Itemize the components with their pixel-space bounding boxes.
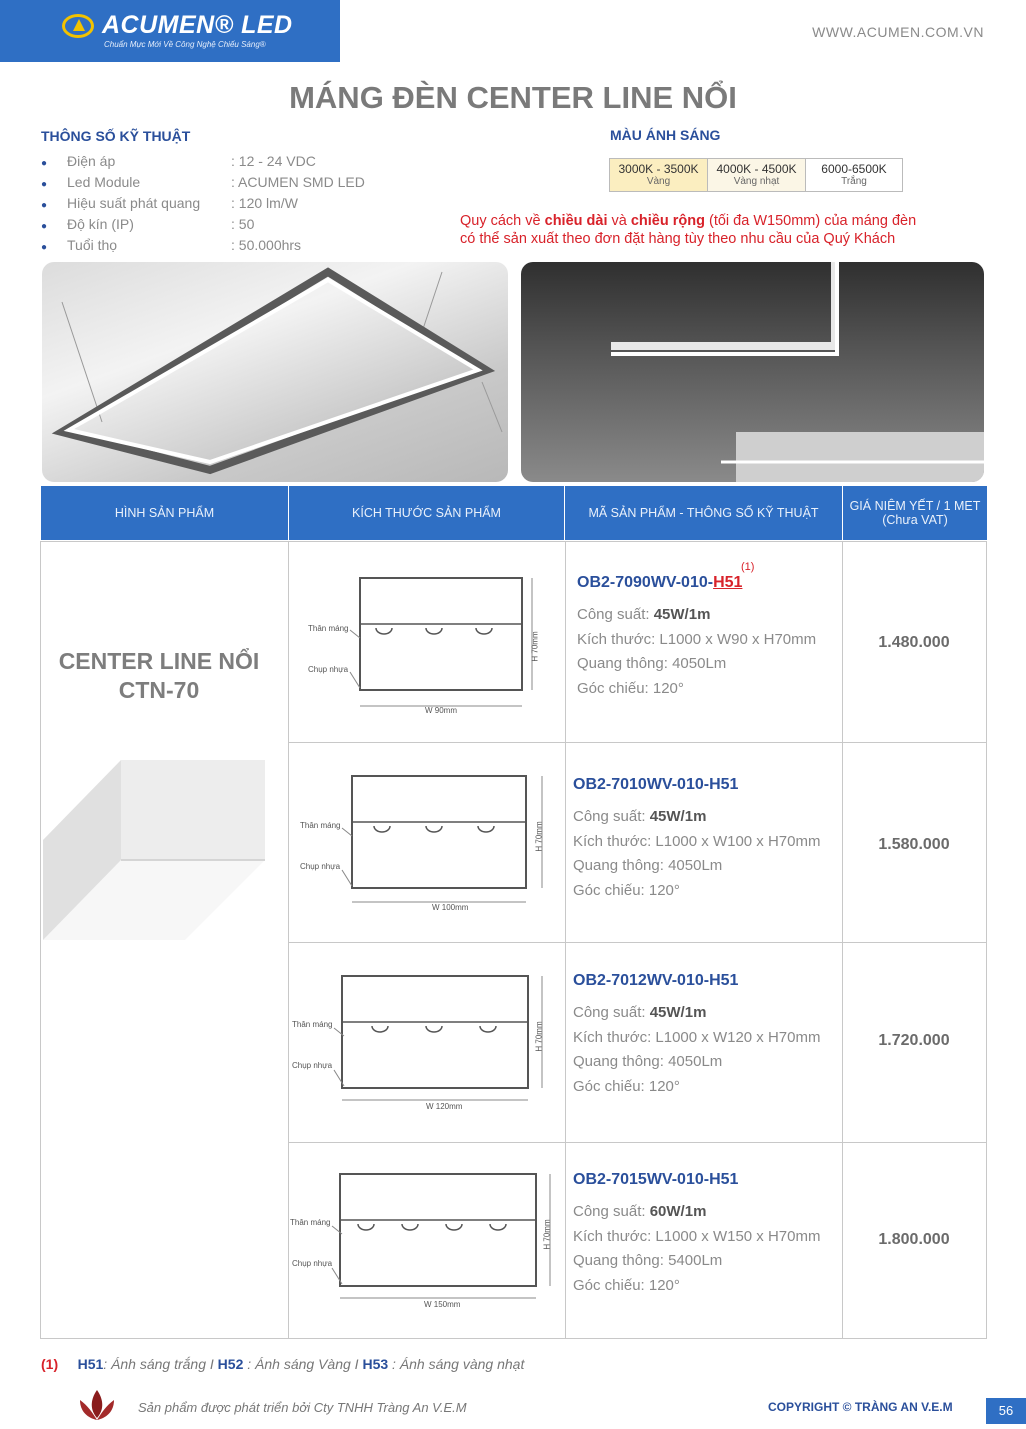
installation-photo-rectangle [42,262,508,482]
power-value: 60W/1m [649,1203,707,1220]
angle-value: 120° [648,881,680,899]
product-specs [573,1200,820,1298]
product-code[interactable]: OB2-7012WV-010-H51 [573,972,739,989]
price-value: 1.480.000 [878,634,950,651]
note-text: (tối đa W150mm) của máng đèn [704,213,917,229]
spec-value: : 50 [231,216,255,232]
brand-tagline: Chuẩn Mực Mới Về Công Nghệ Chiếu Sáng® [104,40,266,49]
row-divider [288,942,987,943]
corridor-light-illustration [521,262,984,482]
installation-photo-corridor [521,262,984,482]
swatch-warm [610,159,708,191]
product-model: CTN-70 [118,677,200,703]
angle-value: 120° [652,679,684,697]
size-label: Kích thước: [573,832,656,850]
size-value: L1000 x W120 x H70mm [655,1028,821,1046]
footnote-text: : Ánh sáng Vàng I [243,1356,363,1372]
spec-row [41,151,365,172]
note-text: Quy cách về [460,213,545,229]
label-width: W 120mm [426,1102,463,1111]
swatch-kelvin: 4000K - 4500K [716,162,797,176]
row-divider [288,742,987,743]
spec-row [41,172,365,193]
footnote-marker: (1) [741,561,755,573]
note-bold: chiều rộng [630,213,705,229]
row-divider [288,1142,987,1143]
footnote-mark: (1) [41,1356,59,1372]
lotus-shape [72,1386,122,1424]
swatch-neutral [708,159,806,191]
label-height: H 70mm [534,1021,544,1052]
bullet-icon: ● [41,158,48,169]
lotus-logo-icon [72,1386,122,1424]
label-cover: Chụp nhựa [292,1259,333,1268]
size-label: Kích thước: [577,630,660,648]
label-cover: Chụp nhựa [292,1061,333,1070]
code-main: OB2-7090WV-010- [577,574,714,591]
product-photo [43,760,265,942]
spec-value: : 12 - 24 VDC [231,153,316,169]
product-code[interactable] [577,574,742,592]
table-header [41,486,987,540]
acumen-logo-icon [62,14,94,38]
product-specs [573,805,820,903]
note-text: có thể sản xuất theo đơn đặt hàng tùy theo nhu cầu của Quý Khách [460,231,896,247]
bullet-icon: ● [41,242,48,253]
copyright: COPYRIGHT © TRÀNG AN V.E.M [768,1400,953,1414]
power-label: Công suất: [577,606,654,623]
col-header-code-specs: MÃ SẢN PHẨM - THÔNG SỐ KỸ THUẬT [565,486,843,540]
product-series: CENTER LINE NỔI [58,648,260,674]
label-width: W 150mm [424,1300,461,1309]
flux-label: Quang thông: [573,857,669,874]
dimension-diagram-w100 [292,770,552,923]
code-h53: H53 [362,1356,389,1372]
size-value: L1000 x W150 x H70mm [655,1227,821,1245]
spec-label: Hiệu suất phát quang [67,195,201,211]
col-divider [565,541,566,1339]
spec-value: : 120 lm/W [231,195,298,211]
flux-value: 4050Lm [672,655,727,672]
swatch-name: Vàng nhạt [733,176,780,187]
size-label: Kích thước: [573,1227,656,1245]
code-suffix: H51 [713,574,743,591]
specs-list [41,151,365,256]
cross-section-drawing [286,970,556,1118]
swatch-name: Vàng [646,176,671,187]
col-header-price [843,486,987,540]
swatch-white [806,159,902,191]
power-label: Công suất: [573,1004,650,1021]
label-width: W 90mm [425,706,457,715]
label-body: Thân máng [290,1218,331,1227]
col-header-image: HÌNH SẢN PHẨM [41,486,289,540]
light-color-heading: MÀU ÁNH SÁNG [610,127,721,143]
flux-label: Quang thông: [577,655,673,672]
specs-heading: THÔNG SỐ KỸ THUẬT [41,128,191,144]
product-name [40,647,278,705]
product-specs [577,603,816,701]
angle-label: Góc chiếu: [573,881,649,899]
product-code[interactable]: OB2-7010WV-010-H51 [573,776,739,793]
price-value: 1.800.000 [878,1231,950,1248]
power-value: 45W/1m [649,1004,707,1021]
cross-section-drawing [286,1168,561,1316]
label-body: Thân máng [300,821,341,830]
spec-row [41,235,365,256]
flux-value: 5400Lm [668,1252,723,1269]
brand-name: ACUMEN® LED [102,11,293,39]
website-link[interactable]: WWW.ACUMEN.COM.VN [812,24,984,40]
label-height: H 70mm [542,1219,552,1250]
angle-label: Góc chiếu: [573,1077,649,1095]
light-color-swatches [609,158,903,192]
footnote-text: : Ánh sáng trắng I [103,1356,218,1372]
spec-row [41,193,365,214]
flux-value: 4050Lm [668,1053,723,1070]
power-value: 45W/1m [653,606,711,623]
label-width: W 100mm [432,903,469,912]
swatch-kelvin: 6000-6500K [821,162,887,176]
size-value: L1000 x W100 x H70mm [655,832,821,850]
flux-label: Quang thông: [573,1252,669,1269]
bullet-icon: ● [41,179,48,190]
spec-label: Điện áp [67,153,116,169]
spec-value: : 50.000hrs [231,237,302,253]
col-divider [842,541,843,1339]
price-value: 1.720.000 [878,1032,950,1049]
spec-label: Độ kín (IP) [67,216,134,232]
page-title: MÁNG ĐÈN CENTER LINE NỔI [289,80,737,115]
spec-label: Tuổi thọ [67,237,118,253]
custom-size-note [460,212,1000,248]
label-cover: Chụp nhựa [308,665,349,674]
swatch-name: Trắng [841,176,867,187]
label-height: H 70mm [530,631,540,662]
angle-label: Góc chiếu: [577,679,653,697]
angle-value: 120° [648,1077,680,1095]
profile-rendering [43,760,265,942]
power-label: Công suất: [573,1203,650,1220]
rectangle-light-illustration [42,262,508,482]
flux-value: 4050Lm [668,857,723,874]
angle-value: 120° [648,1276,680,1294]
bullet-icon: ● [41,200,48,211]
spec-value: : ACUMEN SMD LED [231,174,365,190]
power-label: Công suất: [573,808,650,825]
page-number: 56 [986,1398,1026,1424]
bullet-icon: ● [41,221,48,232]
note-bold: chiều dài [544,213,608,229]
label-body: Thân máng [292,1020,333,1029]
dimension-diagram-w150 [286,1168,561,1321]
spec-row [41,214,365,235]
price-header-line: GIÁ NIÊM YẾT / 1 MET [849,499,981,513]
dimension-diagram-w90 [300,572,540,725]
price-value: 1.580.000 [878,836,950,853]
label-body: Thân máng [308,624,349,633]
cross-section-drawing [300,572,540,720]
cross-section-drawing [292,770,552,918]
label-cover: Chụp nhựa [300,862,341,871]
size-label: Kích thước: [573,1028,656,1046]
flux-label: Quang thông: [573,1053,669,1070]
note-text: và [607,213,631,229]
code-h51: H51 [77,1356,104,1372]
product-specs [573,1001,820,1099]
angle-label: Góc chiếu: [573,1276,649,1294]
power-value: 45W/1m [649,808,707,825]
dimension-diagram-w120 [286,970,556,1123]
price-header-vat: (Chưa VAT) [882,513,948,527]
footnote [41,1356,524,1372]
product-code[interactable]: OB2-7015WV-010-H51 [573,1171,739,1188]
size-value: L1000 x W90 x H70mm [659,630,817,648]
swatch-kelvin: 3000K - 3500K [618,162,699,176]
developer-note: Sản phẩm được phát triển bởi Cty TNHH Tràng An V.E.M [138,1400,467,1415]
spec-label: Led Module [67,174,141,190]
label-height: H 70mm [534,821,544,852]
code-h52: H52 [217,1356,244,1372]
footnote-text: : Ánh sáng vàng nhạt [388,1356,525,1372]
col-header-dimensions: KÍCH THƯỚC SẢN PHẨM [289,486,565,540]
